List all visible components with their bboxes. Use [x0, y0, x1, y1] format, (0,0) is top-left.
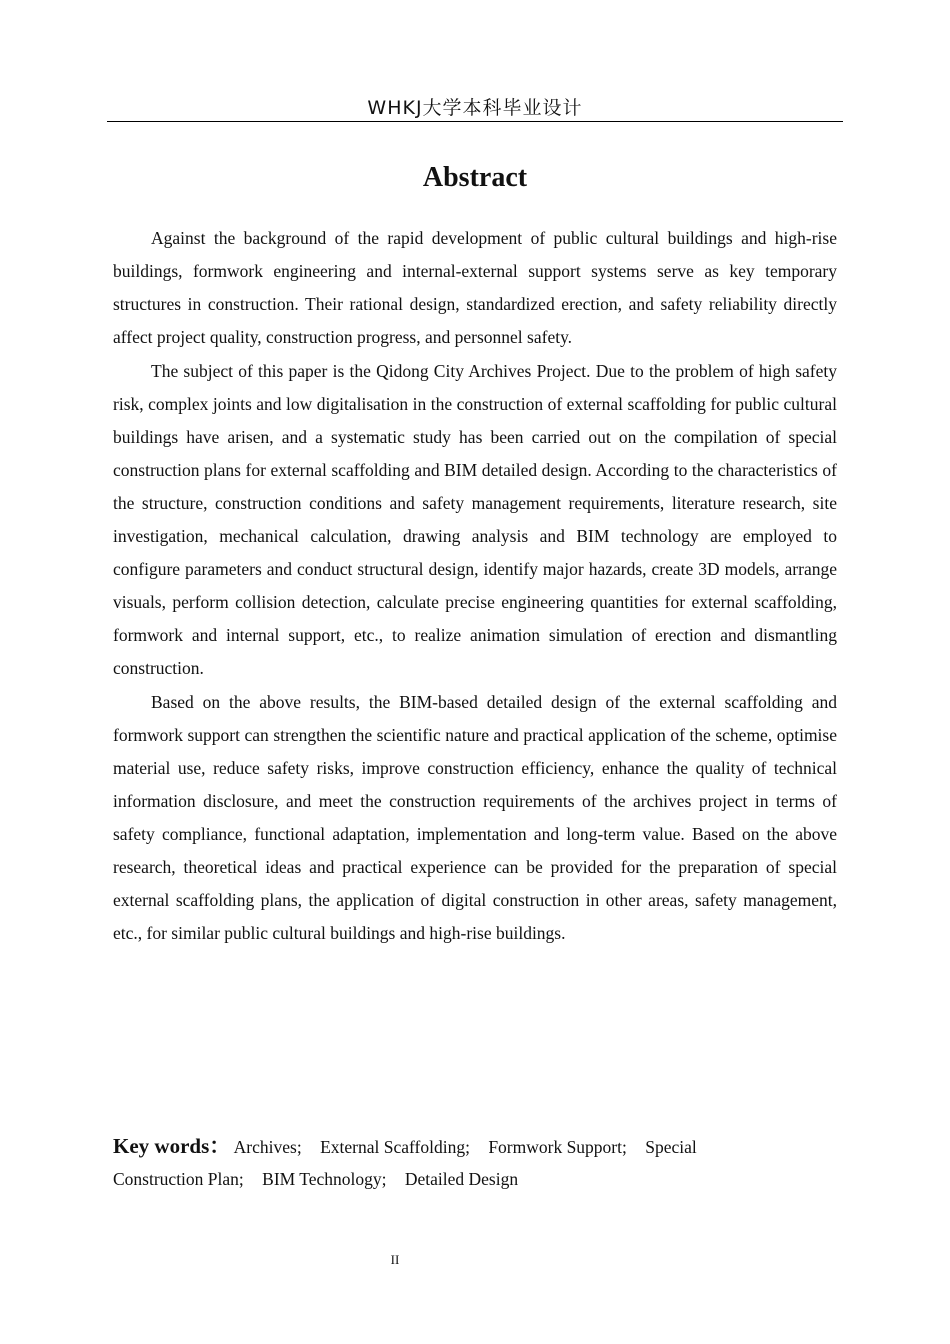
page-number: II	[390, 1252, 400, 1267]
keyword-item: Archives;	[233, 1137, 302, 1157]
keyword-item: BIM Technology;	[262, 1169, 387, 1189]
keywords-section	[113, 1130, 773, 1195]
abstract-paragraph-1: Against the background of the rapid development of public cultural buildings and high-rise buildings, formwork engineering and internal-external support systems serve as key temporary structures in construction. Their rational design, standardized erection, and safety reliability directly affect project quality, construction progress, and personnel safety.	[113, 228, 837, 347]
abstract-body	[113, 222, 837, 951]
keywords-label: Key words：	[113, 1134, 231, 1158]
keyword-item: Special Construction Plan;	[113, 1137, 697, 1189]
keyword-item: External Scaffolding;	[320, 1137, 470, 1157]
header-divider	[107, 121, 843, 122]
keyword-item: Detailed Design	[404, 1169, 519, 1189]
abstract-title: Abstract	[422, 162, 528, 193]
keyword-item: Formwork Support;	[488, 1137, 627, 1157]
running-header: WHKJ大学本科毕业设计	[367, 97, 583, 119]
abstract-paragraph-3: Based on the above results, the BIM-based detailed design of the external scaffolding and formwork support can strengthen the scientific nature and practical application of the scheme, optimise material use, reduce safety risks, improve construction efficiency, enhance the quality of technical information disclosure, and meet the construction requirements of the archives project in terms of safety compliance, functional adaptation, implementation and long-term value. Based on the above research, theoretical ideas and practical experience can be provided for the preparation of special external scaffolding plans, the application of digital construction in other areas, safety management, etc., for similar public cultural buildings and high-rise buildings.	[113, 692, 837, 943]
abstract-paragraph-2: The subject of this paper is the Qidong City Archives Project. Due to the problem of high safety risk, complex joints and low digitalisation in the construction of external scaffolding for public cultural buildings have arisen, and a systematic study has been carried out on the compilation of special construction plans for external scaffolding and BIM detailed design. According to the characteristics of the structure, construction conditions and safety management requirements, literature research, site investigation, mechanical calculation, drawing analysis and BIM technology are employed to configure parameters and conduct structural design, identify major hazards, create 3D models, arrange visuals, perform collision detection, calculate precise engineering quantities for external scaffolding, formwork and internal support, etc., to realize animation simulation of erection and dismantling construction.	[113, 361, 837, 678]
